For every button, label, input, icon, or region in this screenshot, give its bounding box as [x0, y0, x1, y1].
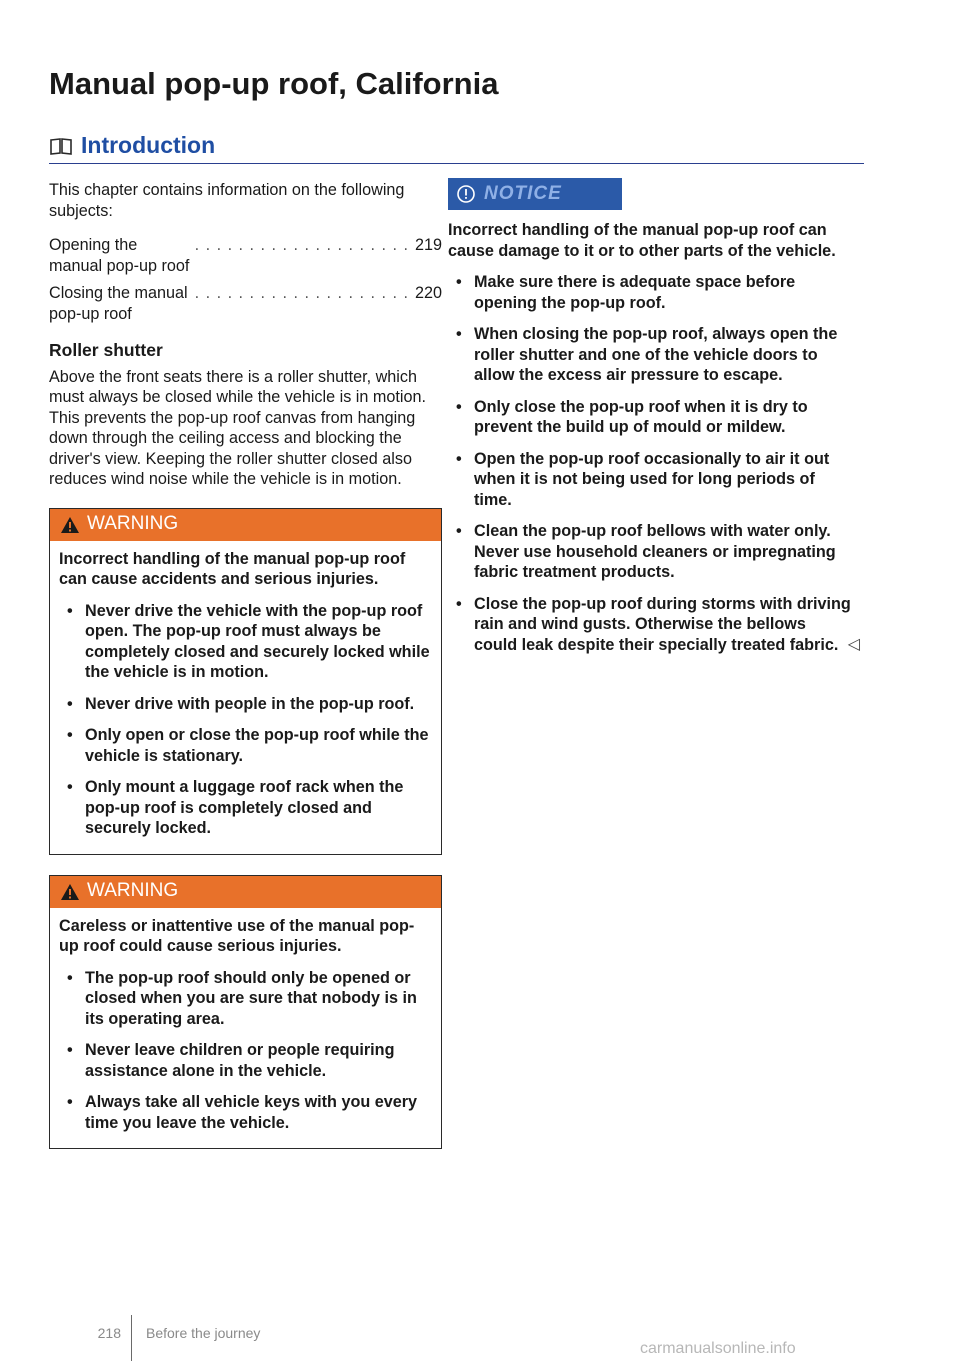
section-header [49, 132, 864, 164]
notice-header [448, 178, 622, 210]
left-column [49, 180, 442, 1169]
page-number: 218 [97, 1325, 121, 1341]
warning-header [50, 509, 441, 541]
list-item: • The pop-up roof should only be opened or closed when you are sure that nobody is in its operating area. [67, 968, 417, 1028]
warning-box-accidents [49, 508, 442, 855]
page-title: Manual pop-up roof, California [49, 66, 499, 101]
toc-leader: . . . . . . . . . . . . . . . . . . . . [194, 236, 409, 254]
warning-lead: Careless or inattentive use of the manual pop-up roof could cause serious injuries. [59, 916, 415, 955]
list-item: • Only mount a luggage roof rack when the pop-up roof is completely closed and securely locked. [67, 778, 404, 837]
warning-triangle-icon [60, 883, 80, 901]
section-title: Introduction [81, 132, 216, 158]
footer-section-title: Before the journey [146, 1325, 261, 1341]
warning-header [50, 876, 441, 908]
toc-leader: . . . . . . . . . . . . . . . . . . . . [194, 284, 409, 302]
warning-label: WARNING [87, 513, 179, 535]
book-icon [49, 136, 73, 156]
list-item: • Only open or close the pop-up roof while the vehicle is stationary. [67, 726, 429, 765]
warning-triangle-icon [60, 516, 80, 534]
intro-text: This chapter contains information on the following subjects: [49, 181, 405, 220]
list-item: • Never drive the vehicle with the pop-up roof open. The pop-up roof must always be completely closed and securely locked while the vehicle is in motion. [67, 601, 430, 681]
end-of-section-icon: ◁ [847, 635, 860, 653]
notice-lead: Incorrect handling of the manual pop-up roof can cause damage to it or to other parts of the vehicle. [448, 221, 836, 260]
warning-lead: Incorrect handling of the manual pop-up roof can cause accidents and serious injuries. [59, 549, 406, 588]
warning-box-injuries [49, 875, 442, 1150]
info-circle-icon [456, 184, 476, 204]
list-item: • Make sure there is adequate space before opening the pop-up roof. [456, 273, 796, 312]
toc-item-opening[interactable] [49, 235, 442, 276]
warning-label: WARNING [87, 880, 179, 902]
toc-label: Opening the manual pop-up roof [49, 236, 190, 275]
roller-shutter-text: Above the front seats there is a roller shutter, which must always be closed while the vehicle is in motion. This prevents the pop-up roof canvas from hanging down through the ceiling access and blocking the driver's view. Keeping the roller shutter closed also reduces wind noise while the vehicle is in motion. [49, 367, 426, 488]
list-item: • Clean the pop-up roof bellows with water only. Never use household cleaners or impregnating fabric treatment products. [456, 522, 836, 581]
watermark: carmanualsonline.info [640, 1340, 796, 1357]
list-item: • Never leave children or people requiring assistance alone in the vehicle. [67, 1041, 395, 1080]
list-item: • Close the pop-up roof during storms with driving rain and wind gusts. Otherwise the bellows could leak despite their specially treated fabric. ◁ [456, 594, 860, 654]
toc-item-closing[interactable] [49, 283, 442, 324]
page-footer [49, 1325, 260, 1361]
list-item: • When closing the pop-up roof, always open the roller shutter and one of the vehicle doors to allow the excess air pressure to escape. [456, 325, 838, 384]
toc-page-number: 220 [414, 284, 442, 302]
list-item: • Always take all vehicle keys with you every time you leave the vehicle. [67, 1093, 418, 1132]
toc-page-number: 219 [414, 236, 442, 254]
toc-label: Closing the manual pop-up roof [49, 284, 188, 323]
list-item: • Only close the pop-up roof when it is dry to prevent the build up of mould or mildew. [456, 397, 808, 436]
list-item: • Open the pop-up roof occasionally to air it out when it is not being used for long periods of time. [456, 449, 830, 509]
right-column [448, 176, 860, 666]
notice-label: NOTICE [484, 182, 562, 204]
roller-shutter-heading: Roller shutter [49, 340, 163, 360]
list-item: • Never drive with people in the pop-up roof. [67, 694, 415, 713]
